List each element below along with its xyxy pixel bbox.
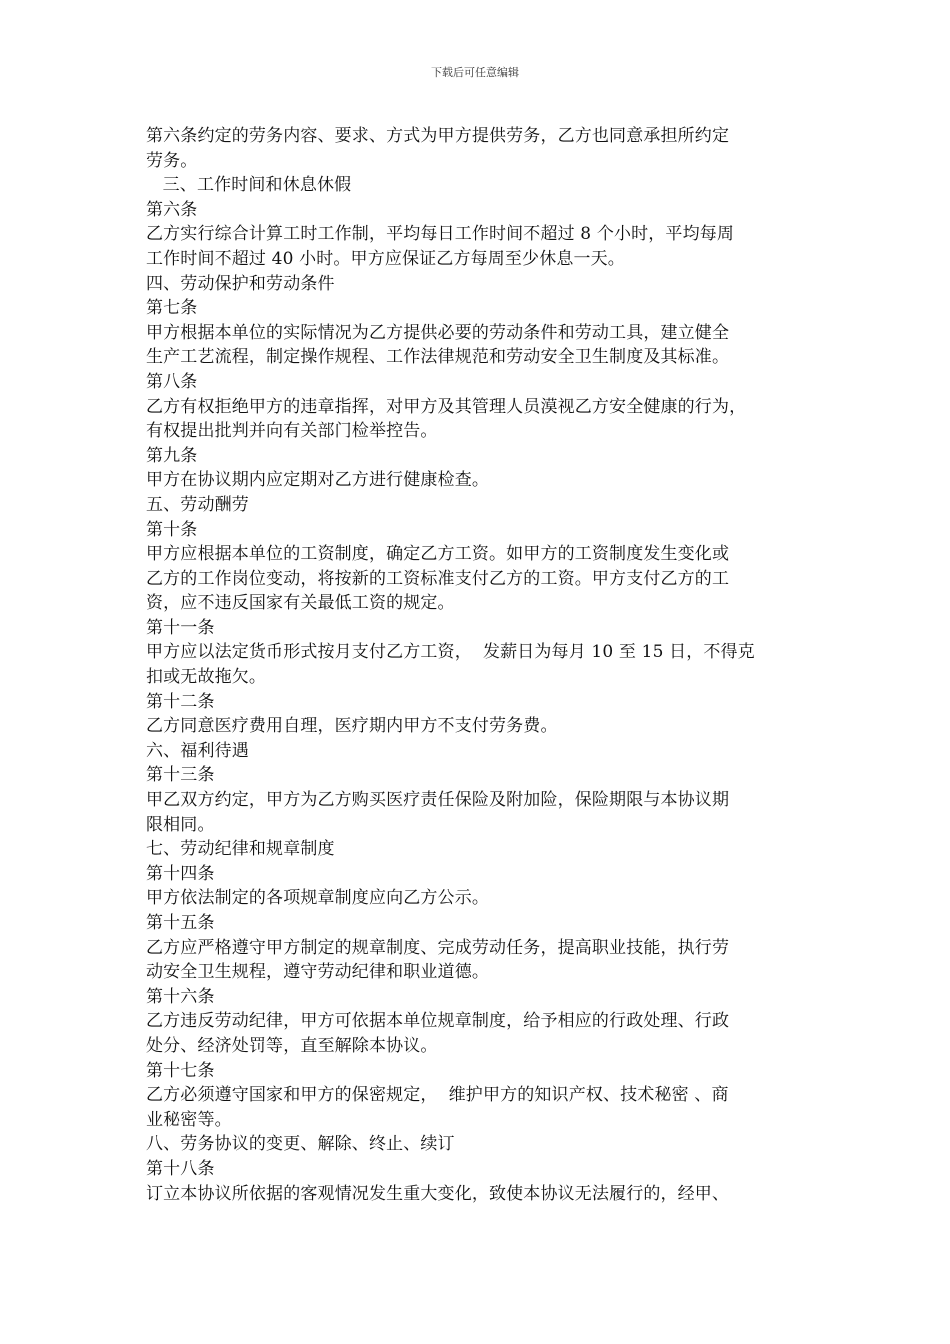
text-line: 第九条 xyxy=(146,445,198,466)
text-line: 订立本协议所依据的客观情况发生重大变化，致使本协议无法履行的，经甲、 xyxy=(146,1183,730,1204)
text-line: 处分、经济处罚等，直至解除本协议。 xyxy=(146,1035,438,1056)
text-line: 第十四条 xyxy=(146,863,215,884)
text-line: 乙方同意医疗费用自理，医疗期内甲方不支付劳务费。 xyxy=(146,716,558,737)
text-line: 第十一条 xyxy=(146,617,215,638)
text-line: 限相同。 xyxy=(146,814,215,835)
text-line: 第十二条 xyxy=(146,691,215,712)
text-line: 四、劳动保护和劳动条件 xyxy=(146,273,335,294)
text-line: 生产工艺流程，制定操作规程、工作法律规范和劳动安全卫生制度及其标准。 xyxy=(146,347,730,368)
text-line: 八、劳务协议的变更、解除、终止、续订 xyxy=(146,1134,455,1155)
text-line: 有权提出批判并向有关部门检举控告。 xyxy=(146,421,438,442)
text-line: 乙方违反劳动纪律，甲方可依据本单位规章制度，给予相应的行政处理、行政 xyxy=(146,1011,730,1032)
page-header-note: 下载后可任意编辑 xyxy=(431,66,519,79)
text-line: 工作时间不超过 40 小时。甲方应保证乙方每周至少休息一天。 xyxy=(146,248,625,269)
text-line: 第十条 xyxy=(146,519,198,540)
text-line: 第十五条 xyxy=(146,913,215,933)
text-line: 第八条 xyxy=(146,371,198,392)
text-line: 乙方必须遵守国家和甲方的保密规定， 维护甲方的知识产权、技术秘密 、商 xyxy=(146,1085,729,1106)
text-line: 甲方应以法定货币形式按月支付乙方工资， 发薪日为每月 10 至 15 日，不得克 xyxy=(146,642,755,663)
text-line: 劳务。 xyxy=(146,150,198,171)
text-line: 甲乙双方约定，甲方为乙方购买医疗责任保险及附加险，保险期限与本协议期 xyxy=(146,790,730,811)
document-body xyxy=(146,124,818,1206)
text-line: 甲方依法制定的各项规章制度应向乙方公示。 xyxy=(146,888,489,909)
text-line: 七、劳动纪律和规章制度 xyxy=(146,839,335,860)
text-line: 乙方应严格遵守甲方制定的规章制度、完成劳动任务，提高职业技能，执行劳 xyxy=(146,937,730,958)
text-line: 六、福利待遇 xyxy=(146,740,249,761)
text-line: 资，应不违反国家有关最低工资的规定。 xyxy=(146,593,455,614)
text-line: 第十八条 xyxy=(146,1158,215,1179)
text-line: 第六条约定的劳务内容、要求、方式为甲方提供劳务，乙方也同意承担所约定 xyxy=(146,126,730,146)
text-line: 三、工作时间和休息休假 xyxy=(146,175,352,196)
text-line: 五、劳动酬劳 xyxy=(146,494,249,515)
text-line: 甲方在协议期内应定期对乙方进行健康检查。 xyxy=(146,470,489,491)
text-line: 第十七条 xyxy=(146,1060,215,1081)
text-line: 动安全卫生规程，遵守劳动纪律和职业道德。 xyxy=(146,962,489,983)
text-line: 业秘密等。 xyxy=(146,1109,232,1130)
text-line: 乙方实行综合计算工时工作制，平均每日工作时间不超过 8 个小时，平均每周 xyxy=(146,224,735,245)
text-line: 第七条 xyxy=(146,298,198,319)
text-line: 第十三条 xyxy=(146,765,215,786)
text-line: 第六条 xyxy=(146,199,198,220)
text-line: 第十六条 xyxy=(146,986,215,1007)
text-line: 乙方有权拒绝甲方的违章指挥，对甲方及其管理人员漠视乙方安全健康的行为， xyxy=(146,396,747,417)
text-line: 甲方应根据本单位的工资制度，确定乙方工资。如甲方的工资制度发生变化或 xyxy=(146,544,730,565)
text-line: 乙方的工作岗位变动，将按新的工资标准支付乙方的工资。甲方支付乙方的工 xyxy=(146,568,730,589)
text-line: 甲方根据本单位的实际情况为乙方提供必要的劳动条件和劳动工具，建立健全 xyxy=(146,322,730,343)
text-line: 扣或无故拖欠。 xyxy=(146,667,267,688)
